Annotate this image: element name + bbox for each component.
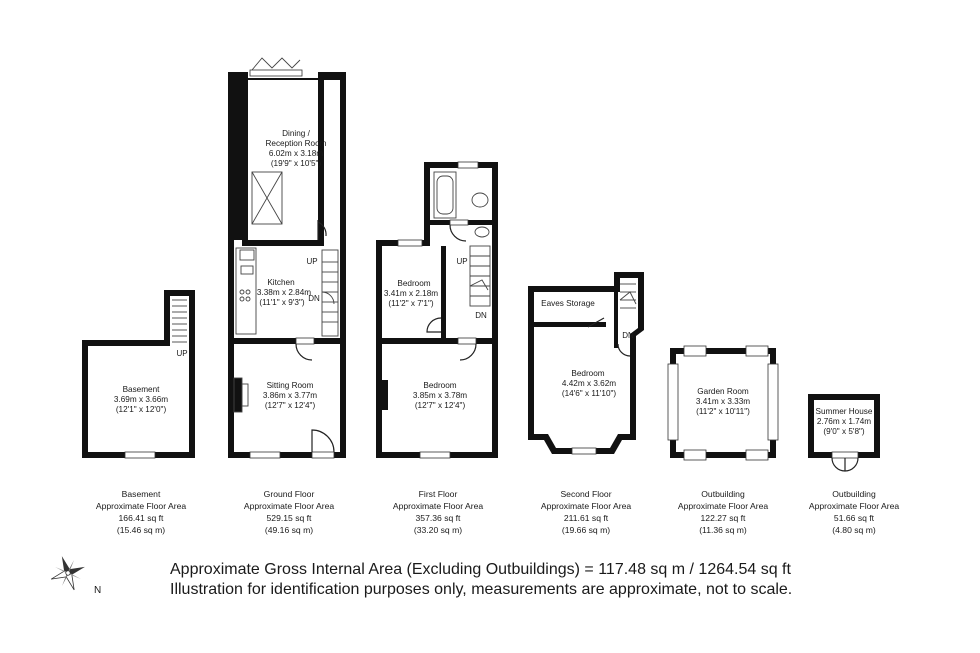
bedroom-door-swing bbox=[460, 344, 476, 360]
small-bedroom-door-swing bbox=[427, 318, 441, 332]
front-door-gap bbox=[312, 452, 334, 458]
floor-area-outbuilding-summer bbox=[809, 489, 899, 535]
first-floor-plan bbox=[376, 162, 498, 458]
bedroom-imperial: (12'7" x 12'4") bbox=[414, 401, 466, 410]
sitting-room-door-swing bbox=[296, 344, 312, 360]
dining-room-name-line1: Dining / bbox=[282, 129, 310, 138]
summer-house-walls bbox=[808, 394, 880, 458]
bathroom-window bbox=[458, 162, 478, 168]
small-bedroom-imperial: (11'2" x 7'1") bbox=[388, 299, 434, 308]
front-door-swing bbox=[312, 430, 334, 452]
basement-stairs bbox=[172, 300, 187, 342]
floor-name: Basement bbox=[121, 489, 161, 499]
summer-house-plan bbox=[808, 394, 880, 471]
garden-room-name: Garden Room bbox=[697, 387, 749, 396]
floor-area-basement bbox=[96, 489, 186, 535]
floor-area-sqft: 529.15 sq ft bbox=[266, 513, 312, 523]
kitchen-room-name: Kitchen bbox=[267, 278, 295, 287]
summer-house-imperial: (9'0" x 5'8") bbox=[823, 427, 865, 436]
floor-area-ground bbox=[244, 489, 334, 535]
sitting-room-window bbox=[250, 452, 280, 458]
garden-room-window-bottom-left bbox=[684, 450, 706, 460]
floor-area-outbuilding-garden bbox=[678, 489, 768, 535]
first-floor-stairs bbox=[470, 246, 490, 306]
garden-room-window-left bbox=[668, 364, 678, 440]
floor-name: First Floor bbox=[418, 489, 458, 499]
garden-room-window-bottom-right bbox=[746, 450, 768, 460]
summer-house-door-gap bbox=[832, 452, 858, 458]
floor-area-first bbox=[393, 489, 483, 535]
basement-walls bbox=[82, 290, 195, 458]
floor-area-sqft: 51.66 sq ft bbox=[833, 513, 875, 523]
dining-top-edge bbox=[234, 78, 340, 80]
garden-room-window-right bbox=[768, 364, 778, 440]
second-floor-plan bbox=[528, 272, 644, 454]
floor-area-label: Approximate Floor Area bbox=[677, 501, 769, 511]
basement-window bbox=[125, 452, 155, 458]
small-bedroom-metric: 3.41m x 2.18m bbox=[383, 289, 439, 298]
landing-wall bbox=[441, 246, 446, 338]
garden-room-metric: 3.41m x 3.33m bbox=[695, 397, 751, 406]
eaves-storage-name: Eaves Storage bbox=[541, 299, 595, 308]
second-floor-stairs-down-label: DN bbox=[622, 331, 634, 340]
dining-room-metric: 6.02m x 3.18m bbox=[268, 149, 324, 158]
floor-name: Ground Floor bbox=[263, 489, 315, 499]
first-floor-stairs-down-label: DN bbox=[475, 311, 487, 320]
compass-rose-icon bbox=[44, 552, 104, 598]
floor-area-label: Approximate Floor Area bbox=[540, 501, 632, 511]
first-floor-stairs-up-label: UP bbox=[456, 257, 468, 266]
second-bedroom-name: Bedroom bbox=[571, 369, 605, 378]
garden-room-plan bbox=[668, 346, 778, 460]
floor-area-label: Approximate Floor Area bbox=[808, 501, 900, 511]
floor-name: Second Floor bbox=[560, 489, 612, 499]
summer-house-metric: 2.76m x 1.74m bbox=[816, 417, 872, 426]
garden-room-window-top-right bbox=[746, 346, 768, 356]
second-floor-landing-wall bbox=[614, 278, 618, 348]
ground-floor-plan bbox=[228, 58, 346, 458]
bedroom-window bbox=[420, 452, 450, 458]
floor-area-label: Approximate Floor Area bbox=[392, 501, 484, 511]
ground-floor-stairs-down-label: DN bbox=[308, 294, 320, 303]
basement-room-metric: 3.69m x 3.66m bbox=[113, 395, 169, 404]
gross-internal-area: Approximate Gross Internal Area (Excluding Outbuildings) = 117.48 sq m / 1264.54 sq ft bbox=[170, 561, 791, 578]
bedroom-name: Bedroom bbox=[423, 381, 457, 390]
dining-room-name-line2: Reception Room bbox=[265, 139, 327, 148]
floor-area-sqft: 357.36 sq ft bbox=[415, 513, 461, 523]
floor-area-second bbox=[541, 489, 631, 535]
sitting-room-fireplace bbox=[234, 378, 248, 412]
bedroom-metric: 3.85m x 3.78m bbox=[412, 391, 468, 400]
floor-area-label: Approximate Floor Area bbox=[243, 501, 335, 511]
bedroom-chimney-breast bbox=[382, 380, 388, 410]
floor-area-sqft: 211.61 sq ft bbox=[563, 513, 609, 523]
kitchen-room-metric: 3.38m x 2.84m bbox=[256, 288, 312, 297]
bedroom-door-gap bbox=[458, 338, 476, 344]
second-bedroom-metric: 4.42m x 3.62m bbox=[561, 379, 617, 388]
summer-house-name: Summer House bbox=[815, 407, 873, 416]
kitchen-sitting-divider bbox=[234, 338, 340, 344]
compass-north-label: N bbox=[94, 585, 102, 596]
floor-area-labels bbox=[96, 489, 899, 535]
floor-area-sqm: (49.16 sq m) bbox=[264, 525, 314, 535]
second-floor-stairs bbox=[620, 284, 636, 308]
footer bbox=[170, 560, 792, 600]
sitting-room-imperial: (12'7" x 12'4") bbox=[264, 401, 316, 410]
floor-area-sqft: 122.27 sq ft bbox=[700, 513, 746, 523]
dining-room-imperial: (19'9" x 10'5") bbox=[270, 159, 322, 168]
small-bedroom-window bbox=[398, 240, 422, 246]
kitchen-worktop bbox=[236, 248, 256, 334]
basement-room-imperial: (12'1" x 12'0") bbox=[115, 405, 167, 414]
sitting-room-door-gap bbox=[296, 338, 314, 344]
sitting-room-metric: 3.86m x 3.77m bbox=[262, 391, 318, 400]
second-floor-window bbox=[572, 448, 596, 454]
second-floor-door-swing bbox=[618, 344, 630, 356]
floor-area-sqm: (11.36 sq m) bbox=[699, 525, 747, 535]
floor-name: Outbuilding bbox=[832, 489, 876, 499]
floor-area-label: Approximate Floor Area bbox=[95, 501, 187, 511]
bathroom-door-swing bbox=[450, 225, 466, 241]
skylight bbox=[252, 172, 282, 224]
bathroom-door-gap bbox=[450, 220, 468, 225]
basement-room-name: Basement bbox=[122, 385, 160, 394]
ground-floor-stairs bbox=[322, 250, 338, 336]
floor-name: Outbuilding bbox=[701, 489, 745, 499]
sitting-room-name: Sitting Room bbox=[266, 381, 314, 390]
basement-plan bbox=[82, 290, 195, 458]
floor-area-sqm: (15.46 sq m) bbox=[116, 525, 166, 535]
disclaimer: Illustration for identification purposes only, measurements are approximate, not to scale. bbox=[170, 581, 793, 598]
floor-area-sqft: 166.41 sq ft bbox=[118, 513, 164, 523]
floor-area-sqm: (4.80 sq m) bbox=[832, 525, 876, 535]
basement-stairs-up-label: UP bbox=[176, 349, 188, 358]
garden-room-imperial: (11'2" x 10'11") bbox=[696, 407, 750, 416]
garden-room-window-top-left bbox=[684, 346, 706, 356]
floor-area-sqm: (19.66 sq m) bbox=[561, 525, 611, 535]
second-bedroom-imperial: (14'6" x 11'10") bbox=[561, 389, 617, 398]
ground-floor-stairs-up-label: UP bbox=[306, 257, 318, 266]
summer-house-door-swing bbox=[832, 458, 858, 471]
floor-area-sqm: (33.20 sq m) bbox=[413, 525, 463, 535]
bifold-door-swing bbox=[252, 58, 300, 70]
bifold-door-top bbox=[250, 70, 302, 76]
bathroom-fittings bbox=[434, 172, 489, 237]
kitchen-room-imperial: (11'1" x 9'3") bbox=[259, 298, 305, 307]
small-bedroom-name: Bedroom bbox=[397, 279, 431, 288]
